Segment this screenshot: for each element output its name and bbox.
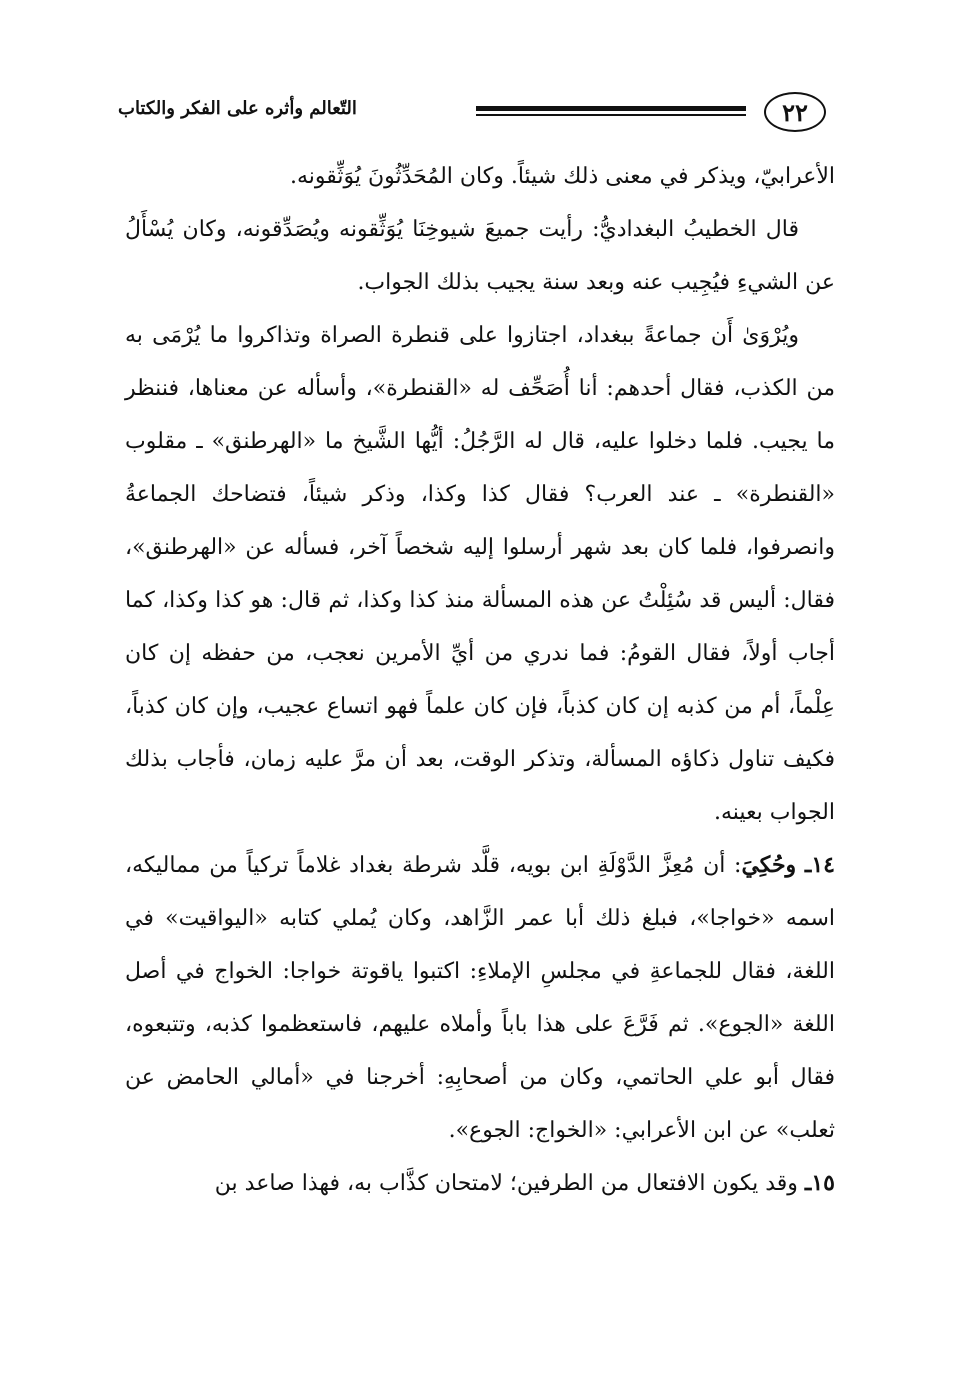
item-14-lead: وحُكِيَ xyxy=(741,852,797,878)
header-rule-thin xyxy=(476,114,746,116)
header-rule xyxy=(476,106,746,118)
page-body xyxy=(125,150,835,1210)
page-header xyxy=(118,92,826,136)
item-15-text: وقد يكون الافتعال من الطرفين؛ لامتحان كذَّاب به، فهذا صاعد بن xyxy=(214,1171,798,1196)
paragraph-2: قال الخطيبُ البغداديُّ: رأيت جميعَ شيوخِنَا يُوَثِّقونه ويُصَدِّقونه، وكان يُسْأَلُ عن الشيءِ فيُجِيب عنه وبعد سنة يجيب بذلك الجواب. xyxy=(125,217,835,295)
running-title: التّعالم وأثره على الفكر والكتاب xyxy=(118,98,357,119)
item-14-text: : أن مُعِزَّ الدَّوْلَةِ ابن بويه، قلَّد شرطة بغداد غلاماً تركياً من مماليكه، اسمه «خواجا»، فبلغ ذلك أبا عمر الزَّاهد، وكان يُملي كتابه «اليواقيت» في اللغة، فقال للجماعةِ في مجلسِ الإملاءِ: اكتبوا ياقوتة خواجا: الخواج في أصل اللغة «الجوع». ثم فَرَّعَ على هذا باباً وأملاه عليهم، فاستعظموا كذبه، وتتبعوه، فقال أبو علي الحاتمي، وكان من أصحابِهِ: أخرجنا في «أمالي الحامض عن ثعلب» عن ابن الأعرابي: «الخواج: الجوع». xyxy=(125,853,835,1143)
item-15-number: ١٥ـ xyxy=(804,1170,835,1196)
item-14 xyxy=(125,839,835,1157)
item-15 xyxy=(125,1157,835,1210)
paragraph-3: ويُرْوَىٰ أَن جماعةً ببغداد، اجتازوا على قنطرة الصراة وتذاكروا ما يُرْمَى به من الكذب، فقال أحدهم: أنا أُصَحِّف له «القنطرة»، وأسأله عن معناها، فننظر ما يجيب. فلما دخلوا عليه، قال له الرَّجُلُ: أيُّها الشَّيخ ما «الهرطنق» ـ مقلوب «القنطرة» ـ عند العرب؟ فقال كذا وكذا، وذكر شيئاً، فتضاحك الجماعةُ وانصرفوا، فلما كان بعد شهر أرسلوا إليه شخصاً آخر، فسأله عن «الهرطنق»، فقال: أليس قد سُئِلْتُ عن هذه المسألة منذ كذا وكذا، ثم قال: هو كذا وكذا، كما أجاب أولاً، فقال القومُ: فما ندري من أيِّ الأمرين نعجب، من حفظه إن كان عِلْماً، أم من كذبه إن كان كذباً، فإن كان علماً فهو اتساع عجيب، وإن كان كذباً، فكيف تناول ذكاؤه المسألة، وتذكر الوقت، بعد أن مرَّ عليه زمان، فأجاب بذلك الجواب بعينه. xyxy=(125,323,835,825)
paragraph-1: الأعرابيّ، ويذكر في معنى ذلك شيئاً. وكان المُحَدِّثُونَ يُوَثِّقونه. xyxy=(289,164,835,189)
header-rule-thick xyxy=(476,106,746,111)
page-number: ٢٢ xyxy=(764,92,826,132)
item-14-number: ١٤ـ xyxy=(804,852,835,878)
